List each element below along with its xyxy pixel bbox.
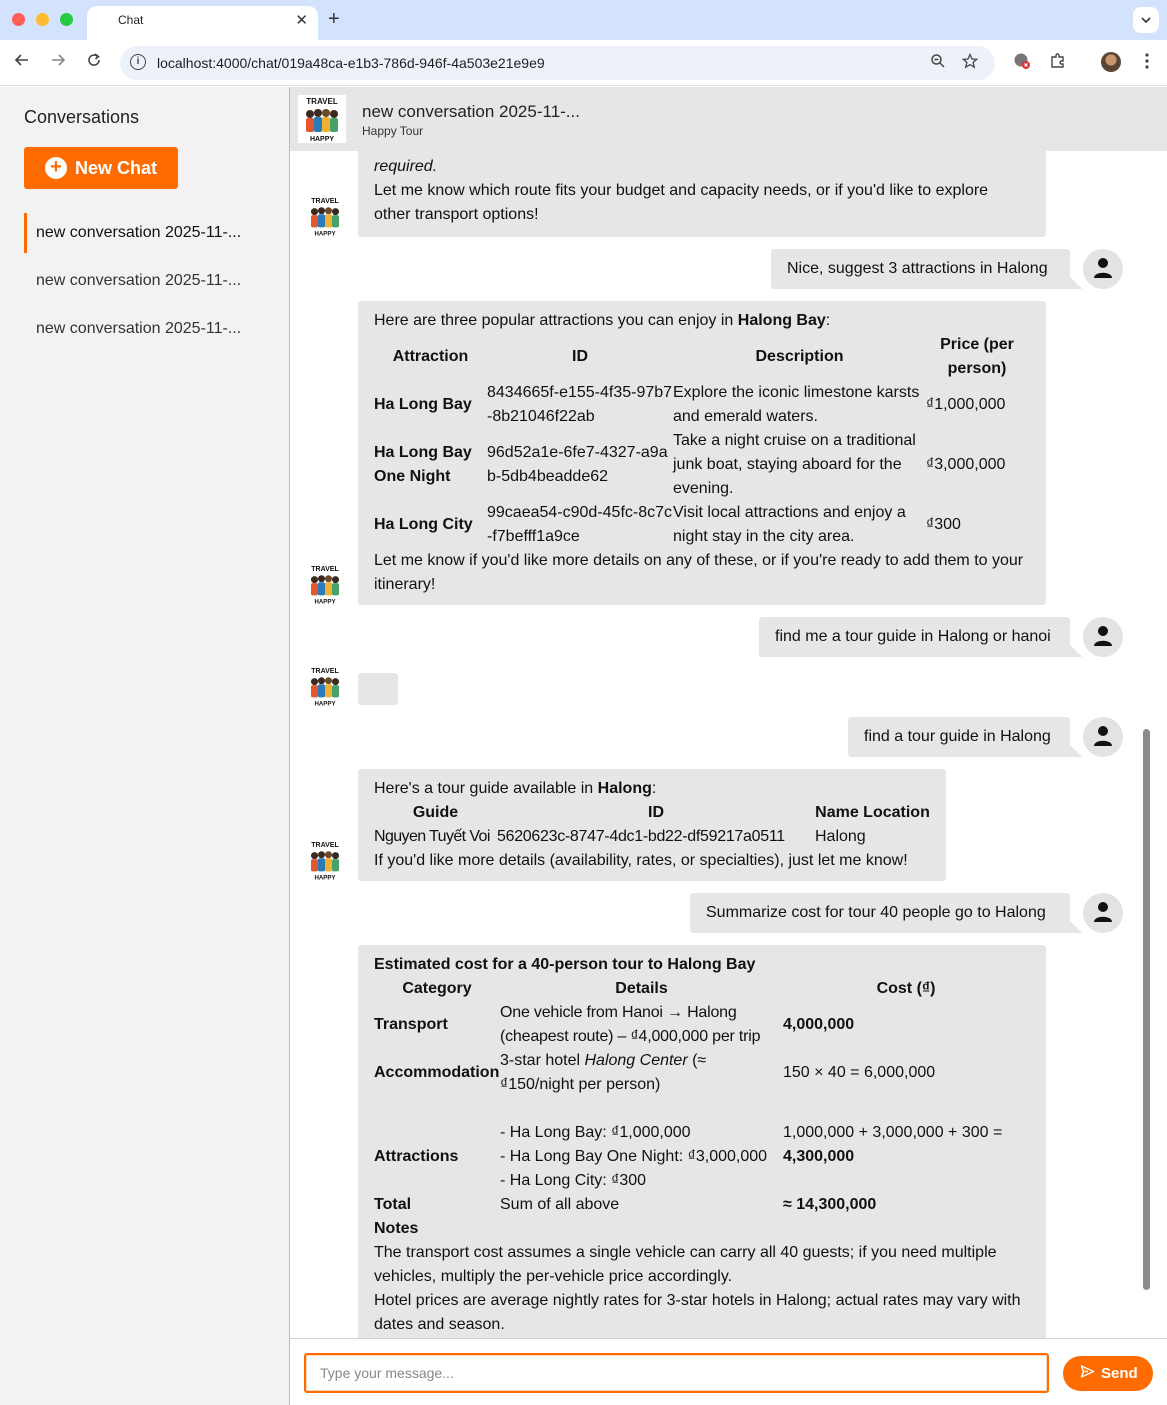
user-icon: [1083, 893, 1123, 933]
assistant-message: [358, 945, 1046, 1338]
guides-table: [374, 801, 930, 849]
user-message: Summarize cost for tour 40 people go to Halong: [690, 893, 1070, 933]
window-close-button[interactable]: [12, 13, 25, 26]
message-outro: If you'd like more details (availability, rates, or specialties), just let me know!: [374, 852, 908, 869]
table-header: Description: [755, 348, 844, 365]
table-header: ID: [648, 804, 664, 821]
send-icon: [1080, 1364, 1095, 1383]
note-text: Hotel prices are average nightly rates for 3-star hotels in Halong; actual rates may vary with dates and season.: [374, 1292, 1021, 1333]
user-icon: [1083, 717, 1123, 757]
message-line: Let me know which route fits your budget and capacity needs, or if you'd like to explore: [374, 182, 989, 199]
tab-search-button[interactable]: [1133, 7, 1159, 33]
extensions-puzzle-icon[interactable]: [1049, 52, 1067, 75]
user-message: find a tour guide in Halong: [848, 717, 1070, 757]
browser-menu-icon[interactable]: [1144, 52, 1150, 75]
user-avatar: [1083, 249, 1123, 289]
travel-happy-logo: [298, 95, 346, 143]
svg-text:TRAVEL: TRAVEL: [311, 197, 339, 205]
notes-title: Notes: [374, 1220, 419, 1237]
user-message: Nice, suggest 3 attractions in Halong: [771, 249, 1070, 289]
user-icon: [1083, 617, 1123, 657]
assistant-message: [358, 151, 1046, 237]
assistant-message: [358, 769, 946, 881]
svg-text:HAPPY: HAPPY: [309, 136, 335, 143]
new-tab-button[interactable]: +: [328, 8, 340, 30]
table-header: Details: [615, 980, 668, 997]
assistant-avatar: [304, 839, 346, 881]
extension-blocked-icon[interactable]: [1013, 52, 1031, 75]
table-header: Name Location: [815, 804, 930, 821]
tab-close-icon[interactable]: ✕: [295, 12, 308, 29]
assistant-message: [358, 301, 1046, 605]
conversations-sidebar: [0, 87, 290, 1405]
svg-text:HAPPY: HAPPY: [314, 598, 336, 605]
user-avatar: [1083, 717, 1123, 757]
svg-text:TRAVEL: TRAVEL: [311, 565, 339, 573]
back-button[interactable]: [14, 52, 30, 73]
plus-circle-icon: +: [45, 157, 67, 179]
bookmark-star-icon[interactable]: [962, 53, 978, 74]
user-avatar: [1083, 617, 1123, 657]
cost-table: [374, 977, 1029, 1217]
assistant-avatar: [304, 665, 346, 707]
reload-icon: [86, 52, 102, 68]
conversation-item-active[interactable]: new conversation 2025-11-...: [24, 213, 274, 253]
table-row: Accommodation 3-star hotel Halong Center (≈ ₫150/night per person) 150 × 40 = 6,000,000: [374, 1052, 936, 1093]
zoom-icon[interactable]: [930, 53, 946, 74]
user-icon: [1083, 249, 1123, 289]
table-row: Ha Long Bay 8434665f-e155-4f35-97b7-8b21046f22ab Explore the iconic limestone karsts and emerald waters. ₫1,000,000: [374, 384, 1006, 425]
message-intro: Here are three popular attractions you can enjoy in Halong Bay:: [374, 312, 831, 329]
send-button[interactable]: [1063, 1356, 1153, 1391]
attractions-table: [374, 333, 1028, 549]
assistant-message-loading: [358, 673, 398, 705]
message-input[interactable]: [304, 1353, 1049, 1393]
address-bar[interactable]: [120, 46, 995, 80]
site-info-icon[interactable]: i: [130, 54, 146, 70]
table-header: Price (per person): [940, 336, 1014, 377]
cost-summary-title: Estimated cost for a 40-person tour to Halong Bay: [374, 956, 756, 973]
message-outro: Let me know if you'd like more details on any of these, or if you're ready to add them to your itinerary!: [374, 552, 1024, 593]
svg-text:HAPPY: HAPPY: [314, 874, 336, 881]
assistant-avatar: [304, 195, 346, 237]
table-header: Cost (₫): [876, 980, 936, 997]
message-intro: Here's a tour guide available in Halong:: [374, 780, 657, 797]
arrow-right-icon: [50, 52, 66, 68]
svg-text:TRAVEL: TRAVEL: [311, 841, 339, 849]
browser-tab[interactable]: [87, 6, 318, 40]
reload-button[interactable]: [86, 52, 102, 73]
arrow-left-icon: [14, 52, 30, 68]
chat-header: [290, 87, 1167, 151]
svg-text:HAPPY: HAPPY: [314, 700, 336, 707]
message-line: required.: [374, 158, 438, 175]
message-list[interactable]: [290, 151, 1167, 1338]
table-row: Nguyen Tuyết Voi 5620623c-8747-4dc1-bd22-df59217a0511 Halong: [374, 828, 866, 845]
conversation-title: new conversation 2025-11-...: [362, 102, 580, 121]
chevron-down-icon: [1140, 14, 1152, 26]
svg-text:TRAVEL: TRAVEL: [311, 667, 339, 675]
window-zoom-button[interactable]: [60, 13, 73, 26]
svg-text:HAPPY: HAPPY: [314, 230, 336, 237]
table-row: Attractions - Ha Long Bay: ₫1,000,000 - Ha Long Bay One Night: ₫3,000,000 - Ha Long City: ₫300 1,000,000 + 3,000,000 + 300 = 4,300,000: [374, 1124, 1003, 1189]
table-header: ID: [572, 348, 588, 365]
table-row: Transport One vehicle from Hanoi → Halong (cheapest route) – ₫4,000,000 per trip 4,000,000: [374, 1004, 855, 1045]
scrollbar-thumb[interactable]: [1143, 729, 1150, 1290]
profile-avatar[interactable]: [1101, 52, 1121, 72]
user-message: find me a tour guide in Halong or hanoi: [759, 617, 1070, 657]
table-header: Attraction: [392, 348, 469, 365]
browser-tabstrip: [0, 0, 1167, 40]
new-chat-button[interactable]: [24, 147, 178, 189]
forward-button[interactable]: [50, 52, 66, 73]
table-header: Category: [402, 980, 472, 997]
composer-bar: [290, 1338, 1167, 1405]
url-text[interactable]: localhost:4000/chat/019a48ca-e1b3-786d-946f-4a503e21e9e9: [157, 55, 545, 71]
new-chat-label: New Chat: [75, 158, 158, 178]
note-text: The transport cost assumes a single vehicle can carry all 40 guests; if you need multiple vehicles, multiply the per-vehicle price accordingly.: [374, 1244, 997, 1285]
conversation-item[interactable]: new conversation 2025-11-...: [36, 320, 242, 337]
window-minimize-button[interactable]: [36, 13, 49, 26]
conversation-item[interactable]: new conversation 2025-11-...: [36, 272, 242, 289]
user-avatar: [1083, 893, 1123, 933]
send-label: Send: [1101, 1365, 1138, 1382]
table-row: Ha Long Bay One Night 96d52a1e-6fe7-4327-a9ab-5db4beadde62 Take a night cruise on a traditional junk boat, staying aboard for the evening. ₫3,000,000: [374, 432, 1006, 497]
sidebar-title: Conversations: [24, 107, 140, 127]
browser-toolbar: [0, 40, 1167, 86]
table-row: Ha Long City 99caea54-c90d-45fc-8c7c-f7befff1a9ce Visit local attractions and enjoy a night stay in the city area. ₫300: [374, 504, 961, 545]
message-line: other transport options!: [374, 206, 539, 223]
conversation-subtitle: Happy Tour: [362, 124, 424, 138]
svg-text:TRAVEL: TRAVEL: [306, 97, 338, 106]
assistant-avatar: [304, 563, 346, 605]
table-row: Total Sum of all above ≈ 14,300,000: [374, 1196, 877, 1213]
table-header: Guide: [412, 804, 459, 821]
tab-title: Chat: [118, 13, 144, 27]
